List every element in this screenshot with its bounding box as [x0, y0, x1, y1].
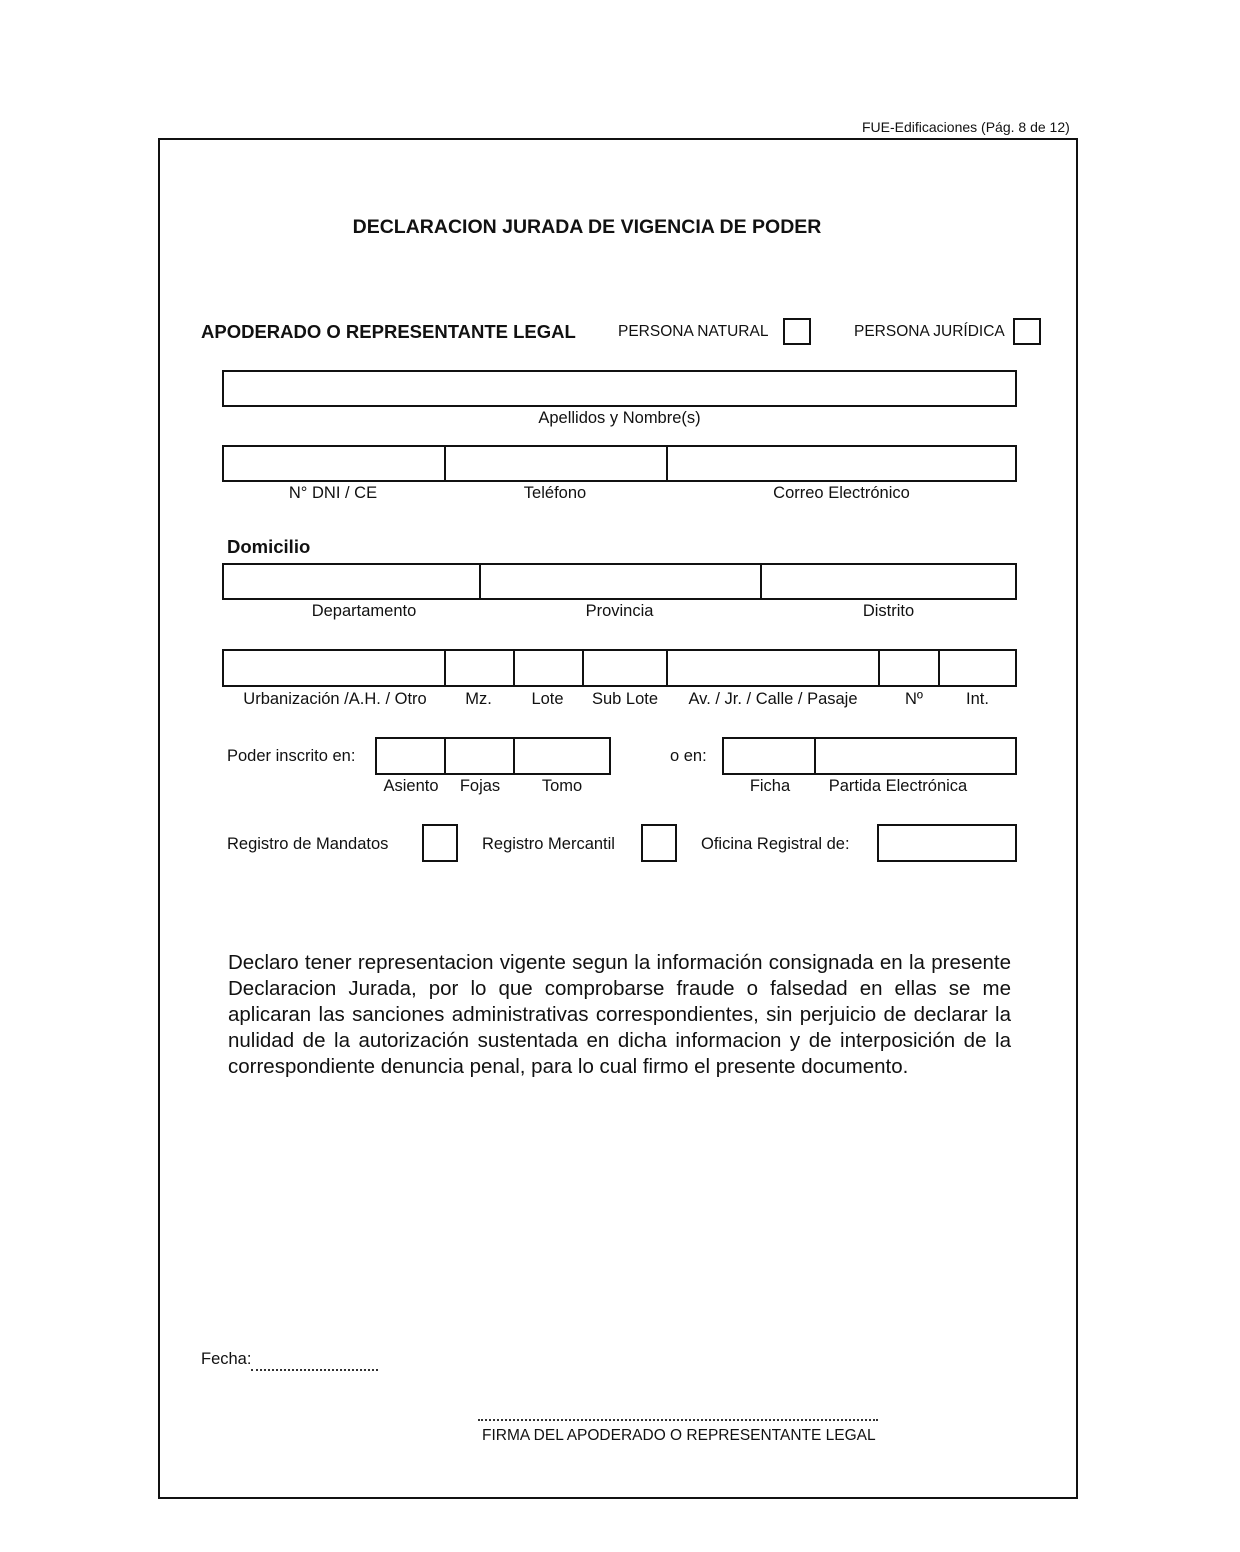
via-field[interactable] [668, 651, 880, 685]
registro-mercantil-label: Registro Mercantil [482, 835, 615, 853]
mz-label: Mz. [465, 690, 492, 708]
poder-inscrito-label: Poder inscrito en: [227, 747, 356, 765]
full-name-field[interactable] [222, 370, 1017, 407]
sublote-label: Sub Lote [591, 690, 659, 708]
dni-label: N° DNI / CE [288, 484, 378, 502]
persona-juridica-label: PERSONA JURÍDICA [854, 323, 1005, 340]
registro-mandatos-checkbox[interactable] [422, 824, 458, 862]
interior-field[interactable] [940, 651, 1015, 685]
numero-field[interactable] [880, 651, 940, 685]
dni-input[interactable] [224, 447, 444, 480]
mz-field[interactable] [446, 651, 515, 685]
poder-registry-row [375, 737, 611, 775]
oficina-registral-input[interactable] [879, 826, 1015, 860]
ficha-input[interactable] [724, 739, 814, 773]
provincia-field[interactable] [481, 565, 762, 598]
partida-label: Partida Electrónica [828, 777, 968, 795]
asiento-input[interactable] [377, 739, 444, 773]
location-row [222, 563, 1017, 600]
interior-label: Int. [966, 690, 989, 708]
representative-section-title: APODERADO O REPRESENTANTE LEGAL [201, 321, 576, 342]
tomo-field[interactable] [515, 739, 609, 773]
ficha-label: Ficha [749, 777, 791, 795]
fojas-input[interactable] [446, 739, 513, 773]
persona-juridica-checkbox[interactable] [1013, 318, 1041, 345]
via-input[interactable] [668, 651, 878, 685]
page-reference: FUE-Edificaciones (Pág. 8 de 12) [862, 119, 1070, 135]
provincia-label: Provincia [585, 602, 654, 620]
registro-mandatos-label: Registro de Mandatos [227, 835, 389, 853]
lote-label: Lote [531, 690, 564, 708]
dni-field[interactable] [224, 447, 446, 480]
declaration-text: Declaro tener representacion vigente segun la información consignada en la presente Declaracion Jurada, por lo que comprobarse fraude o falsedad en ellas se me aplicaran las sanciones administrativas correspondientes, sin perjuicio de declarar la nulidad de la autorización sustentada en dicha informacion y de interposición de la correspondiente denuncia penal, para lo cual firmo el presente documento. [228, 951, 1011, 1078]
urbanizacion-label: Urbanización /A.H. / Otro [243, 690, 427, 708]
interior-input[interactable] [940, 651, 1015, 685]
domicilio-section-title: Domicilio [227, 536, 311, 557]
fecha-label: Fecha: [201, 1350, 252, 1368]
full-name-input[interactable] [224, 372, 1015, 405]
persona-natural-checkbox[interactable] [783, 318, 811, 345]
address-row [222, 649, 1017, 687]
fojas-label: Fojas [459, 777, 501, 795]
urbanizacion-input[interactable] [224, 651, 444, 685]
full-name-label: Apellidos y Nombre(s) [538, 409, 701, 427]
registro-mercantil-checkbox[interactable] [641, 824, 677, 862]
signature-label: FIRMA DEL APODERADO O REPRESENTANTE LEGAL [482, 1427, 876, 1444]
partida-input[interactable] [816, 739, 1015, 773]
distrito-label: Distrito [862, 602, 915, 620]
urbanizacion-field[interactable] [224, 651, 446, 685]
contact-row [222, 445, 1017, 482]
mz-input[interactable] [446, 651, 513, 685]
phone-input[interactable] [446, 447, 666, 480]
form-title: DECLARACION JURADA DE VIGENCIA DE PODER [352, 216, 822, 238]
fecha-line[interactable] [251, 1369, 378, 1371]
o-en-label: o en: [670, 747, 707, 765]
via-label: Av. / Jr. / Calle / Pasaje [688, 690, 858, 708]
oficina-registral-label: Oficina Registral de: [701, 835, 850, 853]
signature-line[interactable] [478, 1419, 878, 1421]
oficina-registral-field[interactable] [877, 824, 1017, 862]
asiento-label: Asiento [383, 777, 439, 795]
email-field[interactable] [668, 447, 1015, 480]
ficha-field[interactable] [724, 739, 816, 773]
distrito-input[interactable] [762, 565, 1015, 598]
tomo-input[interactable] [515, 739, 609, 773]
lote-input[interactable] [515, 651, 582, 685]
sublote-field[interactable] [584, 651, 668, 685]
fojas-field[interactable] [446, 739, 515, 773]
departamento-field[interactable] [224, 565, 481, 598]
lote-field[interactable] [515, 651, 584, 685]
persona-natural-label: PERSONA NATURAL [618, 323, 769, 340]
phone-label: Teléfono [523, 484, 587, 502]
departamento-input[interactable] [224, 565, 479, 598]
departamento-label: Departamento [311, 602, 417, 620]
numero-input[interactable] [880, 651, 938, 685]
poder-ficha-row [722, 737, 1017, 775]
partida-field[interactable] [816, 739, 1015, 773]
numero-label: Nº [905, 690, 923, 708]
tomo-label: Tomo [541, 777, 583, 795]
phone-field[interactable] [446, 447, 668, 480]
email-label: Correo Electrónico [773, 484, 910, 502]
provincia-input[interactable] [481, 565, 760, 598]
email-input[interactable] [668, 447, 1015, 480]
sublote-input[interactable] [584, 651, 666, 685]
distrito-field[interactable] [762, 565, 1015, 598]
asiento-field[interactable] [377, 739, 446, 773]
